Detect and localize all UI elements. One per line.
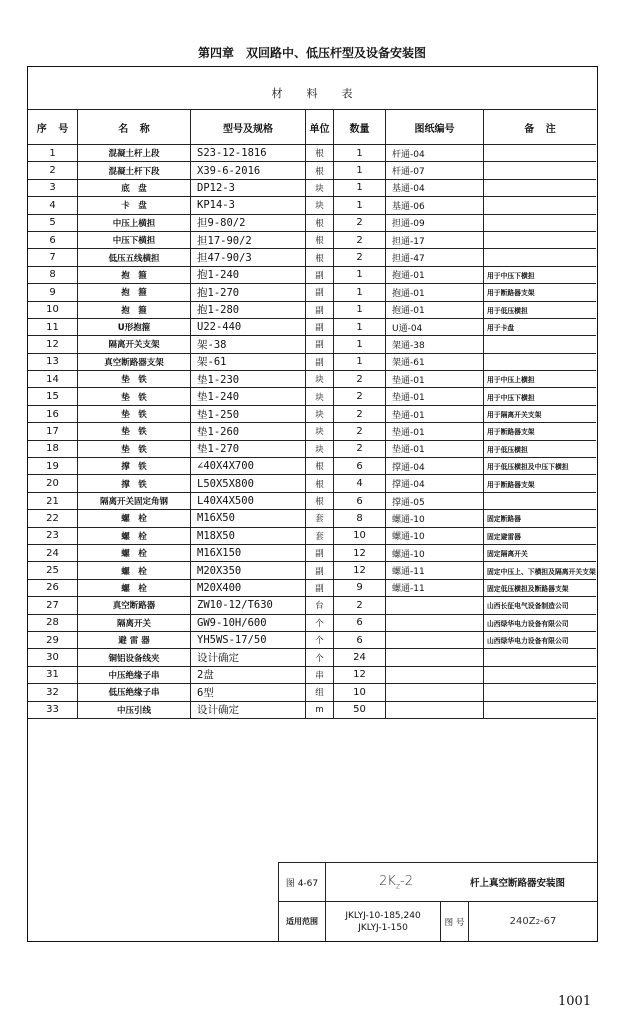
cell-name: 抱 箍 (78, 302, 191, 318)
cell-note: 用于低压横担及中压下横担 (487, 463, 569, 472)
cell-unit: 块 (306, 423, 334, 439)
header-no: 序 号 (28, 110, 78, 144)
cell-unit: 套 (306, 510, 334, 526)
table-row (28, 649, 596, 666)
cell-unit: 根 (306, 162, 334, 178)
title-block (278, 862, 597, 941)
cell-qty: 1 (334, 336, 386, 352)
cell-spec: 垫1-270 (191, 441, 306, 457)
cell-name: 隔离开关 (78, 615, 191, 631)
cell-unit: 副 (306, 302, 334, 318)
cell-unit: 块 (306, 180, 334, 196)
table-row (28, 232, 596, 249)
cell-unit: 块 (306, 388, 334, 404)
cell-qty: 1 (334, 180, 386, 196)
cell-drawing: 垫通-01 (386, 406, 484, 422)
cell-note (484, 336, 596, 352)
scope-line-2: JKLYJ-1-150 (358, 922, 408, 933)
cell-spec: 垫1-230 (191, 371, 306, 387)
drawing-title: 杆上真空断路器安装图 (470, 878, 566, 889)
cell-spec: 担9-80/2 (191, 215, 306, 231)
table-row (28, 580, 596, 597)
title-block-row-1 (279, 863, 597, 902)
header-unit: 单位 (306, 110, 334, 144)
cell-qty: 6 (334, 458, 386, 474)
cell-name: 抱 箍 (78, 267, 191, 283)
cell-unit: 个 (306, 649, 334, 665)
cell-note: 用于低压横担 (487, 445, 528, 454)
materials-table (28, 67, 596, 719)
cell-no: 29 (28, 632, 78, 648)
cell-spec: 2盘 (191, 667, 306, 683)
cell-no: 28 (28, 615, 78, 631)
cell-qty: 1 (334, 267, 386, 283)
cell-spec: 6型 (191, 684, 306, 700)
table-row (28, 493, 596, 510)
cell-no: 15 (28, 388, 78, 404)
materials-frame (27, 66, 598, 942)
cell-qty: 6 (334, 632, 386, 648)
cell-unit: 副 (306, 284, 334, 300)
table-row (28, 632, 596, 649)
cell-qty: 50 (334, 702, 386, 718)
table-row (28, 545, 596, 562)
cell-unit: 根 (306, 458, 334, 474)
cell-drawing: 杆通-07 (386, 162, 484, 178)
cell-name: 避 雷 器 (78, 632, 191, 648)
cell-drawing (386, 667, 484, 683)
cell-note (484, 232, 596, 248)
drawing-number-label: 图 号 (441, 902, 469, 941)
table-row (28, 702, 596, 719)
cell-spec: 架-38 (191, 336, 306, 352)
chapter-title: 第四章 双回路中、低压杆型及设备安装图 (197, 46, 426, 60)
cell-drawing: 垫通-01 (386, 423, 484, 439)
cell-name: 中压引线 (78, 702, 191, 718)
cell-qty: 24 (334, 649, 386, 665)
header-drawing: 图纸编号 (386, 110, 484, 144)
cell-note (484, 667, 596, 683)
cell-note: 固定避雷器 (487, 532, 521, 541)
figure-label: 图 4-67 (279, 863, 326, 901)
table-body (28, 145, 596, 719)
cell-no: 30 (28, 649, 78, 665)
cell-spec: M16X50 (191, 510, 306, 526)
cell-qty: 1 (334, 319, 386, 335)
cell-spec: X39-6-2016 (191, 162, 306, 178)
header-name: 名 称 (78, 110, 191, 144)
cell-qty: 2 (334, 388, 386, 404)
cell-note: 山西长征电气设备制造公司 (487, 602, 569, 611)
table-row (28, 562, 596, 579)
cell-no: 19 (28, 458, 78, 474)
cell-note: 用于中压下横担 (487, 393, 535, 402)
cell-spec: L50X5X800 (191, 475, 306, 491)
cell-drawing (386, 702, 484, 718)
cell-name: 低压绝缘子串 (78, 684, 191, 700)
drawing-code-main: 2K (379, 873, 396, 889)
cell-note: 用于断路器支架 (487, 428, 535, 437)
cell-qty: 2 (334, 597, 386, 613)
cell-note: 用于断路器支架 (487, 480, 535, 489)
table-row (28, 319, 596, 336)
table-row (28, 528, 596, 545)
cell-qty: 1 (334, 197, 386, 213)
cell-no: 14 (28, 371, 78, 387)
cell-unit: 副 (306, 336, 334, 352)
cell-name: 螺 栓 (78, 580, 191, 596)
drawing-code-tail: -2 (400, 873, 413, 889)
cell-drawing (386, 684, 484, 700)
cell-qty: 2 (334, 406, 386, 422)
cell-drawing (386, 649, 484, 665)
table-row (28, 388, 596, 405)
cell-no: 9 (28, 284, 78, 300)
cell-note (484, 197, 596, 213)
cell-qty: 10 (334, 684, 386, 700)
cell-drawing: 担通-17 (386, 232, 484, 248)
table-row (28, 180, 596, 197)
cell-drawing: 杆通-04 (386, 145, 484, 161)
cell-unit: 根 (306, 232, 334, 248)
cell-unit: 副 (306, 545, 334, 561)
cell-spec: 担47-90/3 (191, 249, 306, 265)
cell-spec: U22-440 (191, 319, 306, 335)
table-row (28, 336, 596, 353)
cell-note (484, 162, 596, 178)
cell-drawing: 架通-38 (386, 336, 484, 352)
scope-line-1: JKLYJ-10-185,240 (345, 910, 421, 921)
cell-qty: 2 (334, 423, 386, 439)
cell-unit: 串 (306, 667, 334, 683)
cell-name: 卡 盘 (78, 197, 191, 213)
cell-name: 隔离开关固定角钢 (78, 493, 191, 509)
cell-no: 6 (28, 232, 78, 248)
cell-unit: 块 (306, 197, 334, 213)
table-header-row (28, 110, 596, 145)
cell-no: 3 (28, 180, 78, 196)
cell-no: 11 (28, 319, 78, 335)
cell-drawing: 撑通-04 (386, 458, 484, 474)
cell-name: 真空断路器支架 (78, 354, 191, 370)
table-row (28, 267, 596, 284)
cell-drawing: 基通-06 (386, 197, 484, 213)
cell-name: 隔离开关支架 (78, 336, 191, 352)
cell-name: 撑 铁 (78, 458, 191, 474)
cell-name: 垫 铁 (78, 441, 191, 457)
cell-unit: 副 (306, 580, 334, 596)
cell-drawing: 螺通-11 (386, 562, 484, 578)
table-row (28, 615, 596, 632)
cell-note (484, 684, 596, 700)
table-row (28, 371, 596, 388)
drawing-number-main: 240Z (509, 916, 536, 927)
header-qty: 数量 (334, 110, 386, 144)
cell-name: 螺 栓 (78, 528, 191, 544)
cell-no: 22 (28, 510, 78, 526)
cell-note: 用于隔离开关支架 (487, 411, 542, 420)
cell-drawing: 架通-61 (386, 354, 484, 370)
cell-drawing: 螺通-10 (386, 528, 484, 544)
cell-spec: L40X4X500 (191, 493, 306, 509)
cell-unit: 副 (306, 319, 334, 335)
cell-qty: 6 (334, 493, 386, 509)
cell-note (484, 180, 596, 196)
cell-qty: 1 (334, 145, 386, 161)
table-row (28, 284, 596, 301)
cell-no: 27 (28, 597, 78, 613)
cell-unit: 块 (306, 441, 334, 457)
cell-spec: 设计确定 (191, 649, 306, 665)
cell-no: 25 (28, 562, 78, 578)
cell-unit: 根 (306, 215, 334, 231)
cell-qty: 2 (334, 441, 386, 457)
cell-no: 8 (28, 267, 78, 283)
cell-drawing (386, 615, 484, 631)
table-row (28, 162, 596, 179)
cell-drawing: 担通-47 (386, 249, 484, 265)
cell-note: 用于中压上横担 (487, 376, 535, 385)
cell-unit: 个 (306, 632, 334, 648)
cell-unit: 副 (306, 562, 334, 578)
drawing-number (469, 902, 597, 941)
cell-name: 混凝土杆上段 (78, 145, 191, 161)
cell-qty: 2 (334, 249, 386, 265)
cell-drawing: 螺通-11 (386, 580, 484, 596)
cell-drawing: 螺通-10 (386, 510, 484, 526)
cell-spec: DP12-3 (191, 180, 306, 196)
cell-note (484, 249, 596, 265)
cell-spec: GW9-10H/600 (191, 615, 306, 631)
cell-spec: M18X50 (191, 528, 306, 544)
table-row (28, 510, 596, 527)
cell-note: 用于卡盘 (487, 324, 515, 333)
cell-name: 中压绝缘子串 (78, 667, 191, 683)
drawing-code (326, 874, 466, 891)
cell-qty: 10 (334, 528, 386, 544)
table-row (28, 441, 596, 458)
cell-unit: 块 (306, 406, 334, 422)
cell-unit: 套 (306, 528, 334, 544)
cell-name: U形抱箍 (78, 319, 191, 335)
cell-note (484, 493, 596, 509)
drawing-number-tail: -67 (540, 916, 557, 927)
cell-name: 垫 铁 (78, 423, 191, 439)
cell-qty: 1 (334, 284, 386, 300)
cell-drawing: 垫通-01 (386, 371, 484, 387)
cell-name: 低压五线横担 (78, 249, 191, 265)
cell-note (484, 649, 596, 665)
cell-name: 底 盘 (78, 180, 191, 196)
cell-no: 32 (28, 684, 78, 700)
cell-no: 20 (28, 475, 78, 491)
cell-spec: ∠40X4X700 (191, 458, 306, 474)
cell-no: 21 (28, 493, 78, 509)
cell-note: 用于低压横担 (487, 306, 528, 315)
cell-no: 33 (28, 702, 78, 718)
cell-drawing: 撑通-04 (386, 475, 484, 491)
cell-spec: M20X400 (191, 580, 306, 596)
cell-note (484, 215, 596, 231)
cell-spec: 垫1-240 (191, 388, 306, 404)
cell-drawing: 抱通-01 (386, 267, 484, 283)
cell-note: 固定断路器 (487, 515, 521, 524)
cell-no: 23 (28, 528, 78, 544)
cell-qty: 1 (334, 162, 386, 178)
cell-note: 固定中压上、下横担及隔离开关支架 (487, 567, 596, 576)
cell-spec: 架-61 (191, 354, 306, 370)
cell-qty: 8 (334, 510, 386, 526)
cell-note (484, 354, 596, 370)
cell-drawing: 垫通-01 (386, 441, 484, 457)
cell-unit: 台 (306, 597, 334, 613)
cell-no: 18 (28, 441, 78, 457)
drawing-number-sub: 2 (535, 917, 541, 926)
cell-qty: 4 (334, 475, 386, 491)
cell-note: 固定低压横担及断路器支架 (487, 584, 569, 593)
cell-name: 螺 栓 (78, 545, 191, 561)
table-row (28, 597, 596, 614)
cell-no: 2 (28, 162, 78, 178)
cell-spec: S23-12-1816 (191, 145, 306, 161)
cell-name: 中压上横担 (78, 215, 191, 231)
cell-no: 13 (28, 354, 78, 370)
cell-name: 垫 铁 (78, 371, 191, 387)
cell-name: 垫 铁 (78, 406, 191, 422)
page-number: 1001 (558, 994, 592, 1009)
cell-name: 撑 铁 (78, 475, 191, 491)
cell-unit: m (306, 702, 334, 718)
cell-spec: 抱1-280 (191, 302, 306, 318)
cell-unit: 块 (306, 371, 334, 387)
cell-spec: M16X150 (191, 545, 306, 561)
title-block-main (326, 863, 597, 901)
cell-note: 用于中压下横担 (487, 271, 535, 280)
cell-no: 17 (28, 423, 78, 439)
cell-qty: 1 (334, 354, 386, 370)
cell-no: 10 (28, 302, 78, 318)
cell-drawing: 担通-09 (386, 215, 484, 231)
cell-drawing (386, 632, 484, 648)
cell-qty: 12 (334, 545, 386, 561)
cell-spec: 垫1-260 (191, 423, 306, 439)
title-block-row-2 (279, 902, 597, 941)
cell-drawing: U通-04 (386, 319, 484, 335)
cell-note (484, 145, 596, 161)
cell-name: 混凝土杆下段 (78, 162, 191, 178)
cell-qty: 6 (334, 615, 386, 631)
cell-spec: M20X350 (191, 562, 306, 578)
cell-no: 4 (28, 197, 78, 213)
cell-no: 24 (28, 545, 78, 561)
cell-name: 真空断路器 (78, 597, 191, 613)
table-row (28, 406, 596, 423)
cell-spec: YH5WS-17/50 (191, 632, 306, 648)
cell-drawing: 垫通-01 (386, 388, 484, 404)
cell-unit: 根 (306, 249, 334, 265)
cell-spec: 设计确定 (191, 702, 306, 718)
cell-unit: 根 (306, 475, 334, 491)
cell-name: 螺 栓 (78, 510, 191, 526)
cell-qty: 2 (334, 232, 386, 248)
cell-unit: 根 (306, 145, 334, 161)
table-row (28, 423, 596, 440)
cell-name: 铜铝设备线夹 (78, 649, 191, 665)
cell-qty: 12 (334, 562, 386, 578)
cell-note: 山西绿华电力设备有限公司 (487, 637, 569, 646)
cell-unit: 副 (306, 267, 334, 283)
cell-no: 12 (28, 336, 78, 352)
cell-drawing: 撑通-05 (386, 493, 484, 509)
cell-spec: 垫1-250 (191, 406, 306, 422)
table-row (28, 684, 596, 701)
cell-no: 31 (28, 667, 78, 683)
drawing-code-sub: z (395, 881, 401, 891)
cell-qty: 1 (334, 302, 386, 318)
cell-no: 7 (28, 249, 78, 265)
cell-note: 固定隔离开关 (487, 550, 528, 559)
cell-name: 螺 栓 (78, 562, 191, 578)
cell-name: 垫 铁 (78, 388, 191, 404)
cell-qty: 2 (334, 215, 386, 231)
table-row (28, 458, 596, 475)
cell-unit: 根 (306, 493, 334, 509)
scope-label: 适用范围 (279, 902, 326, 941)
cell-note: 用于断路器支架 (487, 289, 535, 298)
table-row (28, 197, 596, 214)
cell-note (484, 702, 596, 718)
materials-title-row (28, 67, 596, 110)
cell-unit: 副 (306, 354, 334, 370)
cell-no: 1 (28, 145, 78, 161)
materials-title: 材料表 (271, 87, 377, 100)
cell-drawing: 抱通-01 (386, 302, 484, 318)
table-row (28, 475, 596, 492)
cell-drawing: 螺通-10 (386, 545, 484, 561)
table-row (28, 249, 596, 266)
cell-drawing: 基通-04 (386, 180, 484, 196)
cell-spec: 抱1-270 (191, 284, 306, 300)
table-row (28, 302, 596, 319)
table-row (28, 667, 596, 684)
cell-name: 中压下横担 (78, 232, 191, 248)
cell-spec: 抱1-240 (191, 267, 306, 283)
table-row (28, 145, 596, 162)
cell-qty: 2 (334, 371, 386, 387)
cell-no: 16 (28, 406, 78, 422)
scope-value (326, 902, 441, 941)
cell-drawing (386, 597, 484, 613)
cell-no: 26 (28, 580, 78, 596)
cell-qty: 9 (334, 580, 386, 596)
cell-spec: 担17-90/2 (191, 232, 306, 248)
cell-name: 抱 箍 (78, 284, 191, 300)
table-row (28, 215, 596, 232)
cell-drawing: 抱通-01 (386, 284, 484, 300)
cell-unit: 个 (306, 615, 334, 631)
cell-no: 5 (28, 215, 78, 231)
table-row (28, 354, 596, 371)
header-note: 备 注 (524, 123, 556, 135)
cell-unit: 组 (306, 684, 334, 700)
cell-spec: KP14-3 (191, 197, 306, 213)
header-spec: 型号及规格 (191, 110, 306, 144)
cell-spec: ZW10-12/T630 (191, 597, 306, 613)
cell-note: 山西绿华电力设备有限公司 (487, 619, 569, 628)
cell-qty: 12 (334, 667, 386, 683)
